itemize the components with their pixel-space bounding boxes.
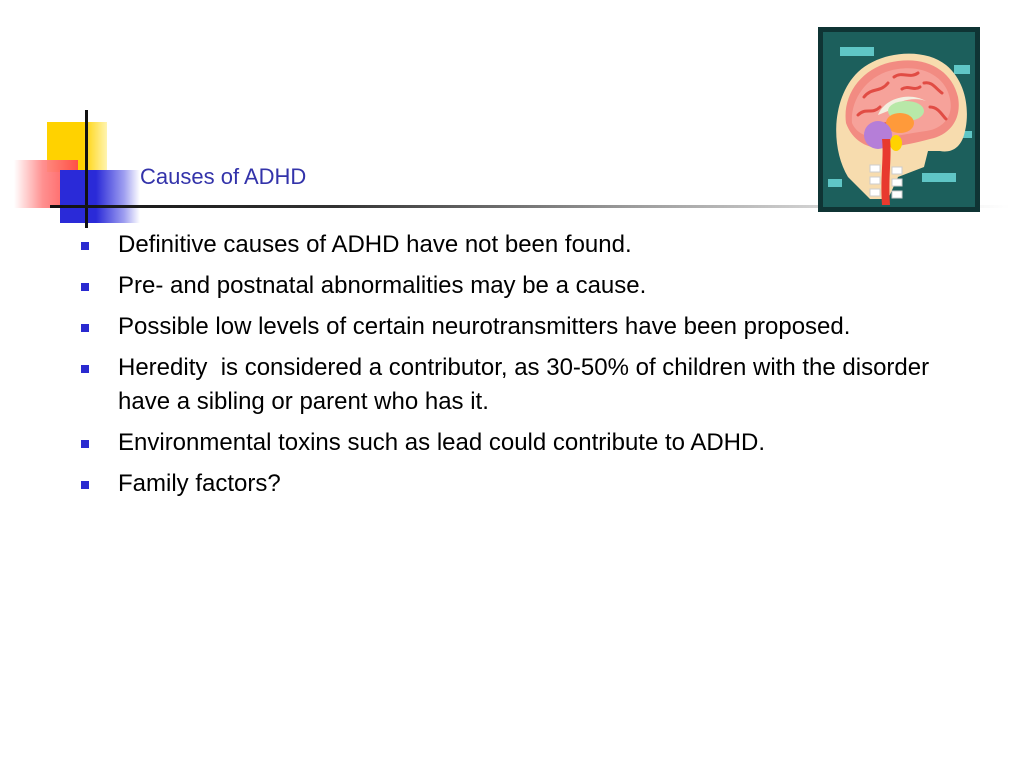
list-item bbox=[78, 426, 958, 460]
square-bullet-icon bbox=[81, 365, 89, 373]
list-item-text: Family factors? bbox=[118, 470, 281, 497]
list-item bbox=[78, 269, 958, 303]
list-item bbox=[78, 351, 958, 419]
square-bullet-icon bbox=[81, 283, 89, 291]
list-item-text: Environmental toxins such as lead could contribute to ADHD. bbox=[118, 429, 766, 456]
decor-vertical-line bbox=[85, 110, 88, 228]
list-item-text: Definitive causes of ADHD have not been found. bbox=[118, 231, 632, 258]
list-item bbox=[78, 467, 958, 501]
list-item-text: Pre- and postnatal abnormalities may be a cause. bbox=[118, 272, 647, 299]
brain-icon bbox=[818, 27, 980, 212]
slide-title: Causes of ADHD bbox=[140, 164, 307, 189]
decor-blue-block bbox=[60, 170, 140, 223]
square-bullet-icon bbox=[81, 242, 89, 250]
square-bullet-icon bbox=[81, 440, 89, 448]
list-item bbox=[78, 310, 958, 344]
square-bullet-icon bbox=[81, 324, 89, 332]
bullet-list bbox=[78, 228, 958, 508]
list-item-text: Possible low levels of certain neurotransmitters have been proposed. bbox=[118, 313, 851, 340]
list-item-text: Heredity is considered a contributor, as 30-50% of children with the disorder have a sibling or parent who has it. bbox=[118, 354, 936, 415]
list-item bbox=[78, 228, 958, 262]
square-bullet-icon bbox=[81, 481, 89, 489]
